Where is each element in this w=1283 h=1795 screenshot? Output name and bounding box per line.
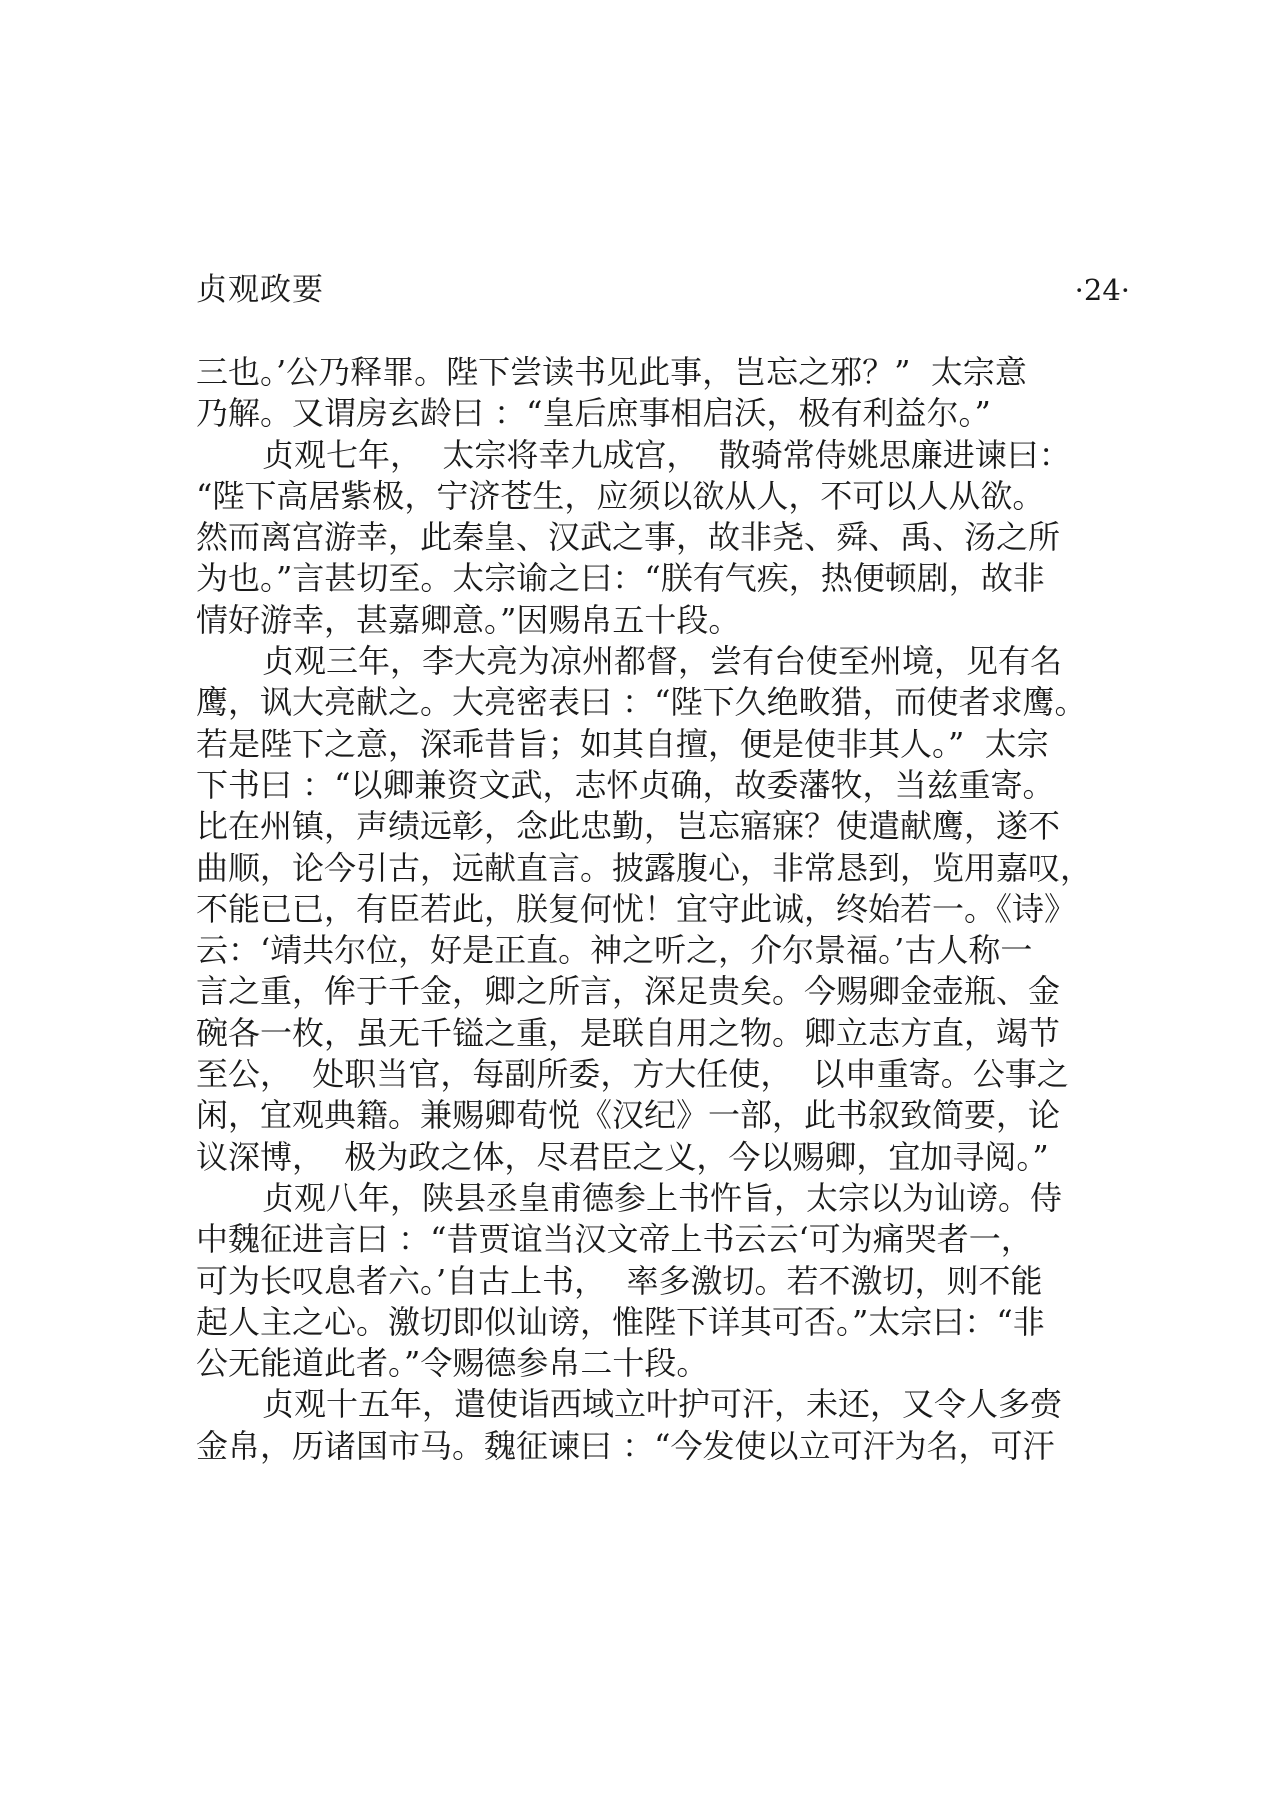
text-line: 贞观八年，陕县丞皇甫德参上书忤旨，太宗以为讪谤。侍 bbox=[262, 1178, 1063, 1217]
text-line: 云：‘靖共尔位，好是正直。神之听之，介尔景福。’古人称一 bbox=[196, 931, 1033, 970]
text-line: 然而离宫游幸，此秦皇、汉武之事，故非尧、舜、禹、汤之所 bbox=[196, 518, 1061, 557]
text-line: 三也。’公乃释罪。陛下尝读书见此事，岂忘之邪？” 太宗意 bbox=[196, 353, 1027, 391]
text-line: 闲，宜观典籍。兼赐卿荀悦《汉纪》一部，此书叙致简要，论 bbox=[196, 1096, 1061, 1135]
text-line: 至公， 处职当官，每副所委，方大任使， 以申重寄。公事之 bbox=[196, 1055, 1069, 1094]
text-line: 乃解。又谓房玄龄曰 ：“皇后庶事相启沃，极有利益尔。” bbox=[196, 394, 991, 433]
text-line: 碗各一枚，虽无千镒之重，是联自用之物。卿立志方直，竭节 bbox=[196, 1013, 1061, 1052]
text-line: 若是陛下之意，深乖昔旨；如其自擅，便是使非其人。” 太宗 bbox=[196, 724, 1049, 763]
text-line: 公无能道此者。”令赐德参帛二十段。 bbox=[196, 1344, 709, 1383]
book-title: 贞观政要 bbox=[196, 272, 324, 308]
text-line: 不能已已，有臣若此，朕复何忧！宜守此诚，终始若一。《诗》 bbox=[196, 889, 1077, 928]
text-line: 贞观七年， 太宗将幸九成宫， 散骑常侍姚思廉进谏曰： bbox=[262, 435, 1071, 474]
text-line: 比在州镇，声绩远彰，念此忠勤，岂忘寤寐？使遣献鹰，遂不 bbox=[196, 807, 1061, 846]
text-line: 情好游幸，甚嘉卿意。”因赐帛五十段。 bbox=[196, 600, 741, 639]
text-line: 起人主之心。激切即似讪谤，惟陛下详其可否。”太宗曰：“非 bbox=[196, 1302, 1045, 1341]
text-line: 可为长叹息者六。’自古上书， 率多激切。若不激切，则不能 bbox=[196, 1261, 1043, 1300]
text-line: 曲顺，论今引古，远献直言。披露腹心，非常恳到，览用嘉叹， bbox=[196, 848, 1093, 887]
text-line: 鹰，讽大亮献之。大亮密表曰 ：“陛下久绝畋猎，而使者求鹰。 bbox=[196, 683, 1087, 722]
page-number: ·24· bbox=[1074, 273, 1130, 307]
text-line: 贞观十五年，遣使诣西域立叶护可汗，未还，又令人多赍 bbox=[262, 1385, 1063, 1424]
text-line: 言之重，侔于千金，卿之所言，深足贵矣。今赐卿金壶瓶、金 bbox=[196, 972, 1061, 1011]
text-line: 贞观三年，李大亮为凉州都督，尝有台使至州境，见有名 bbox=[262, 642, 1063, 681]
text-line: 下书曰 ：“以卿兼资文武，志怀贞确，故委藩牧，当兹重寄。 bbox=[196, 765, 1055, 804]
text-line: 议深博， 极为政之体，尽君臣之义，今以赐卿，宜加寻阅。” bbox=[196, 1137, 1049, 1176]
running-head bbox=[196, 270, 1130, 310]
text-line: 为也。”言甚切至。太宗谕之曰：“朕有气疾，热便顿剧，故非 bbox=[196, 559, 1045, 598]
text-line: “陛下高居紫极，宁济苍生，应须以欲从人，不可以人从欲。 bbox=[196, 476, 1045, 515]
body-text bbox=[196, 352, 1096, 1467]
text-line: 金帛，历诸国市马。魏征谏曰 ：“今发使以立可汗为名，可汗 bbox=[196, 1426, 1055, 1465]
text-line: 中魏征进言曰 ：“昔贾谊当汉文帝上书云云‘可为痛哭者一， bbox=[196, 1220, 1033, 1259]
